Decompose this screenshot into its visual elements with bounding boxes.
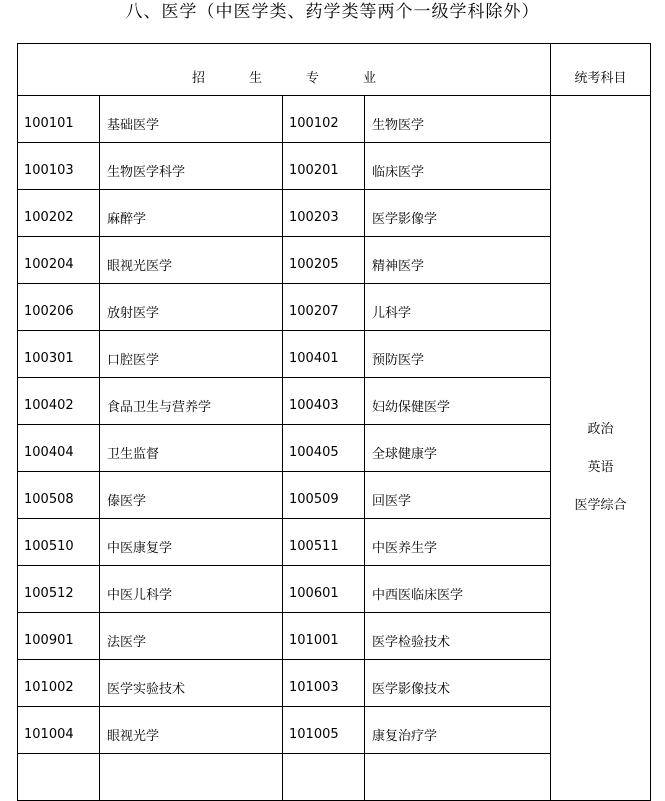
major-code-cell <box>18 754 100 801</box>
major-code-cell: 100203 <box>283 190 365 237</box>
major-code-cell: 100202 <box>18 190 100 237</box>
exam-subjects-cell <box>551 96 651 801</box>
major-name-cell: 康复治疗学 <box>365 707 551 754</box>
page-title: 八、医学（中医学类、药学类等两个一级学科除外） <box>125 2 540 22</box>
major-name-cell: 基础医学 <box>100 96 283 143</box>
major-code-cell: 100512 <box>18 566 100 613</box>
major-code-cell: 100509 <box>283 472 365 519</box>
major-name-cell: 口腔医学 <box>100 331 283 378</box>
majors-header-char: 招 <box>191 71 205 86</box>
major-name-cell: 中医儿科学 <box>100 566 283 613</box>
major-code-cell: 100207 <box>283 284 365 331</box>
major-name-cell: 医学检验技术 <box>365 613 551 660</box>
major-name-cell: 眼视光学 <box>100 707 283 754</box>
major-code-cell: 100103 <box>18 143 100 190</box>
major-code-cell: 100403 <box>283 378 365 425</box>
major-code-cell: 101002 <box>18 660 100 707</box>
major-code-cell: 100206 <box>18 284 100 331</box>
major-code-cell: 100405 <box>283 425 365 472</box>
major-name-cell: 妇幼保健医学 <box>365 378 551 425</box>
table-row <box>18 96 651 143</box>
major-name-cell: 麻醉学 <box>100 190 283 237</box>
subjects-header: 统考科目 <box>551 44 651 96</box>
major-code-cell: 100204 <box>18 237 100 284</box>
major-code-cell: 100601 <box>283 566 365 613</box>
major-code-cell: 100205 <box>283 237 365 284</box>
major-name-cell: 中西医临床医学 <box>365 566 551 613</box>
major-name-cell: 回医学 <box>365 472 551 519</box>
major-code-cell: 100508 <box>18 472 100 519</box>
exam-subject: 英语 <box>587 460 614 475</box>
exam-subject: 政治 <box>587 422 614 437</box>
major-name-cell: 预防医学 <box>365 331 551 378</box>
major-name-cell: 傣医学 <box>100 472 283 519</box>
major-code-cell: 100102 <box>283 96 365 143</box>
major-name-cell: 生物医学 <box>365 96 551 143</box>
major-code-cell: 100101 <box>18 96 100 143</box>
major-code-cell: 100901 <box>18 613 100 660</box>
majors-table <box>17 43 651 801</box>
major-name-cell <box>100 754 283 801</box>
major-code-cell: 100510 <box>18 519 100 566</box>
major-code-cell: 101005 <box>283 707 365 754</box>
major-name-cell <box>365 754 551 801</box>
major-code-cell: 101004 <box>18 707 100 754</box>
major-code-cell <box>283 754 365 801</box>
major-name-cell: 中医康复学 <box>100 519 283 566</box>
major-name-cell: 眼视光医学 <box>100 237 283 284</box>
major-code-cell: 101003 <box>283 660 365 707</box>
major-name-cell: 全球健康学 <box>365 425 551 472</box>
majors-header-char: 专 <box>306 71 320 86</box>
major-name-cell: 医学实验技术 <box>100 660 283 707</box>
major-name-cell: 卫生监督 <box>100 425 283 472</box>
major-code-cell: 100511 <box>283 519 365 566</box>
exam-subject: 医学综合 <box>574 498 627 513</box>
major-name-cell: 医学影像学 <box>365 190 551 237</box>
major-name-cell: 法医学 <box>100 613 283 660</box>
majors-header-char: 生 <box>248 71 262 86</box>
major-name-cell: 临床医学 <box>365 143 551 190</box>
major-code-cell: 100402 <box>18 378 100 425</box>
majors-header <box>18 44 551 96</box>
major-name-cell: 生物医学科学 <box>100 143 283 190</box>
major-name-cell: 精神医学 <box>365 237 551 284</box>
major-name-cell: 儿科学 <box>365 284 551 331</box>
major-code-cell: 100301 <box>18 331 100 378</box>
major-code-cell: 100404 <box>18 425 100 472</box>
major-name-cell: 医学影像技术 <box>365 660 551 707</box>
table-header-row <box>18 44 651 96</box>
major-name-cell: 中医养生学 <box>365 519 551 566</box>
major-name-cell: 放射医学 <box>100 284 283 331</box>
major-code-cell: 100401 <box>283 331 365 378</box>
majors-header-char: 业 <box>363 71 377 86</box>
major-code-cell: 100201 <box>283 143 365 190</box>
major-name-cell: 食品卫生与营养学 <box>100 378 283 425</box>
major-code-cell: 101001 <box>283 613 365 660</box>
